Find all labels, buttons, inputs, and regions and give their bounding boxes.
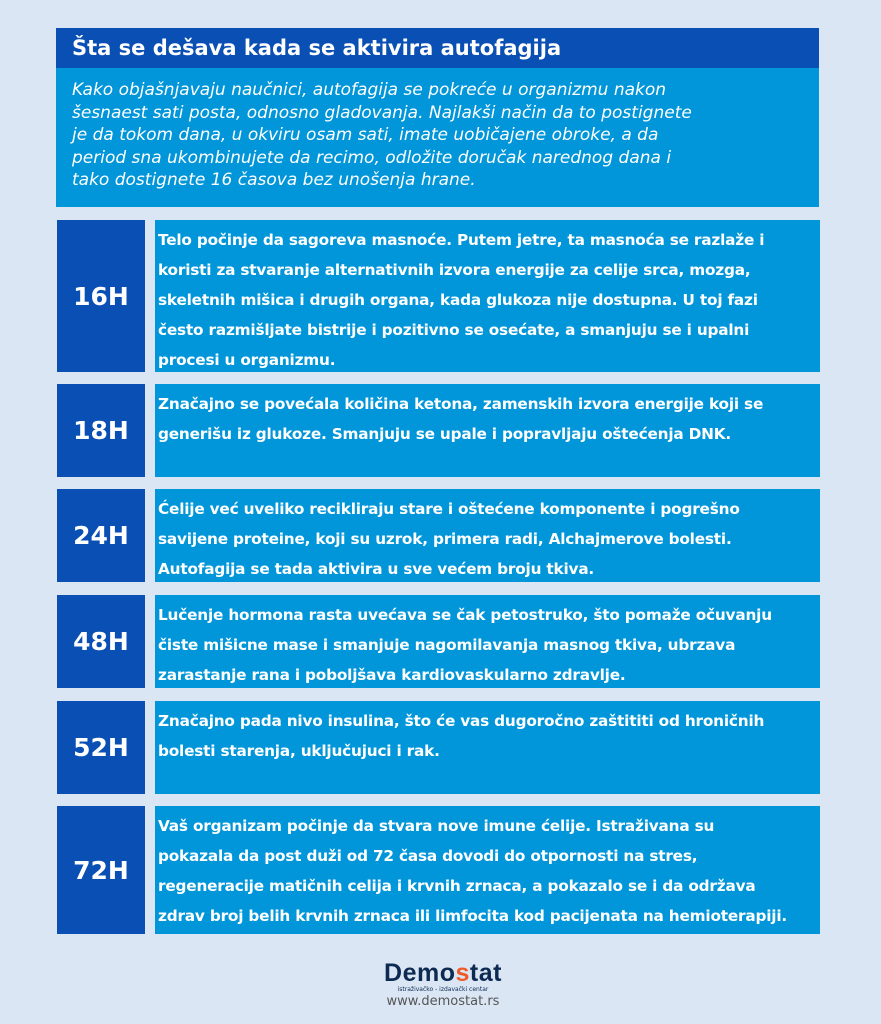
logo-url: www.demostat.rs — [386, 994, 500, 1009]
page-title: Šta se dešava kada se aktivira autofagija — [56, 28, 819, 68]
row-description — [155, 384, 820, 477]
description-line: Lučenje hormona rasta uvećava se čak petostruko, što pomaže očuvanju — [158, 606, 772, 624]
timeline-row — [57, 806, 820, 934]
description-line: regeneracije matičnih celija i krvnih zrnaca, a pokazalo se i da održava — [158, 877, 756, 895]
row-description — [155, 701, 820, 794]
intro-line: tako dostignete 16 časova bez unošenja hrane. — [72, 170, 476, 190]
timeline-row — [57, 489, 820, 582]
description-line: čiste mišicne mase i smanjuje nagomilavanja masnog tkiva, ubrzava — [158, 636, 736, 654]
description-line: često razmišljate bistrije i pozitivno se osećate, a smanjuju se i upalni — [158, 321, 750, 339]
description-line: Značajno se povećala količina ketona, zamenskih izvora energije koji se — [158, 395, 764, 413]
description-line: bolesti starenja, uključujuci i rak. — [158, 742, 440, 760]
timeline-row — [57, 384, 820, 477]
intro-line: je da tokom dana, u okviru osam sati, imate uobičajene obroke, a da — [72, 125, 659, 145]
description-line: savijene proteine, koji su uzrok, primera radi, Alchajmerove bolesti. — [158, 530, 732, 548]
row-description — [155, 595, 820, 688]
description-line: skeletnih mišica i drugih organa, kada glukoza nije dostupna. U toj fazi — [158, 291, 758, 309]
description-line: generišu iz glukoze. Smanjuju se upale i popravljaju oštećenja DNK. — [158, 425, 731, 443]
hour-label: 48H — [57, 595, 145, 688]
row-description — [155, 806, 820, 934]
intro-line: period sna ukombinujete da recimo, odložite doručak narednog dana i — [72, 147, 672, 168]
intro-line: šesnaest sati posta, odnosno gladovanja. Najlakši način da to postignete — [72, 102, 692, 123]
hour-label: 72H — [57, 806, 145, 934]
intro-line: Kako objašnjavaju naučnici, autofagija se pokreće u organizmu nakon — [72, 80, 667, 100]
description-line: pokazala da post duži od 72 časa dovodi do otpornosti na stres, — [158, 847, 698, 865]
description-line: koristi za stvaranje alternativnih izvora energije za celije srca, mozga, — [158, 261, 751, 279]
demostat-logo — [378, 960, 508, 1010]
hour-label: 18H — [57, 384, 145, 477]
description-line: zarastanje rana i poboljšava kardiovaskularno zdravlje. — [158, 666, 626, 684]
hour-label: 52H — [57, 701, 145, 794]
timeline-row — [57, 220, 820, 372]
description-line: Vaš organizam počinje da stvara nove imune ćelije. Istraživana su — [158, 817, 715, 835]
description-line: procesi u organizmu. — [158, 351, 336, 369]
description-line: Autofagija se tada aktivira u sve većem broju tkiva. — [158, 560, 595, 578]
description-line: Ćelije već uveliko recikliraju stare i oštećene komponente i pogrešno — [158, 500, 740, 518]
logo-brand: Demostat — [384, 959, 502, 987]
description-line: Telo počinje da sagoreva masnoće. Putem jetre, ta masnoća se razlaže i — [158, 231, 765, 249]
intro-text — [56, 68, 819, 207]
hour-label: 24H — [57, 489, 145, 582]
row-description — [155, 220, 820, 372]
timeline-row — [57, 701, 820, 794]
timeline-row — [57, 595, 820, 688]
description-line: zdrav broj belih krvnih zrnaca ili limfocita kod pacijenata na hemioterapiji. — [158, 907, 788, 925]
hour-label: 16H — [57, 220, 145, 372]
description-line: Značajno pada nivo insulina, što će vas dugoročno zaštititi od hroničnih — [158, 712, 765, 730]
row-description — [155, 489, 820, 582]
logo-tagline: istraživačko - izdavački centar — [397, 986, 489, 993]
